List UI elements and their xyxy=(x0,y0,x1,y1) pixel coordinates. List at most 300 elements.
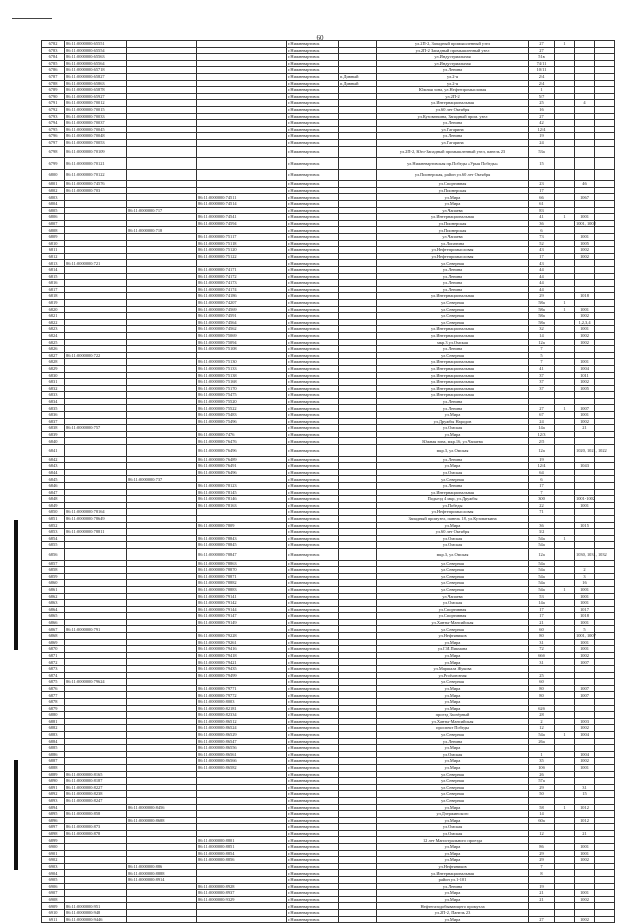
address-cell: ул.Мира xyxy=(377,522,529,529)
table-row xyxy=(42,771,615,778)
table-row xyxy=(42,47,615,54)
settlement-cell xyxy=(339,100,377,107)
premises-cell: 1002 xyxy=(575,339,595,346)
cadastral-number-3: 86:11:0000000:76489 xyxy=(197,456,287,463)
cadastral-number-1 xyxy=(65,267,127,274)
settlement-cell xyxy=(339,910,377,917)
cadastral-number-1 xyxy=(65,764,127,771)
cadastral-number-2 xyxy=(127,280,197,287)
settlement-cell xyxy=(339,187,377,194)
table-row xyxy=(42,146,615,158)
cadastral-number-1 xyxy=(65,489,127,496)
table-row xyxy=(42,659,615,666)
cadastral-number-2 xyxy=(127,666,197,673)
cadastral-number-1 xyxy=(65,652,127,659)
row-number: 6837 xyxy=(42,418,65,425)
cadastral-number-3: 86:11:0000000:75520 xyxy=(197,398,287,405)
note-cell xyxy=(595,41,615,48)
cadastral-number-2 xyxy=(127,844,197,851)
building-cell xyxy=(555,187,575,194)
cadastral-number-3 xyxy=(197,133,287,140)
cadastral-number-3 xyxy=(197,73,287,80)
note-cell xyxy=(595,352,615,359)
cadastral-number-3 xyxy=(197,870,287,877)
premises-cell xyxy=(575,456,595,463)
cadastral-number-3 xyxy=(197,817,287,824)
cadastral-number-2 xyxy=(127,240,197,247)
address-cell: ул.Ханты-Мансийская xyxy=(377,718,529,725)
city-cell: г.Нижневартовск xyxy=(287,234,339,241)
table-row xyxy=(42,346,615,353)
address-cell: ул.Интернациональная xyxy=(377,372,529,379)
city-cell: г.Нижневартовск xyxy=(287,586,339,593)
settlement-cell xyxy=(339,489,377,496)
cadastral-number-1: 86:11:0000000:79624 xyxy=(65,679,127,686)
cadastral-number-3: 86:11:0000000:78882 xyxy=(197,580,287,587)
table-row xyxy=(42,567,615,574)
address-cell: ул.Северная xyxy=(377,306,529,313)
building-cell: 1 xyxy=(555,804,575,811)
table-row xyxy=(42,626,615,633)
cadastral-number-3: 86:11:0000000:74511 xyxy=(197,194,287,201)
building-cell xyxy=(555,764,575,771)
premises-cell: 1001 xyxy=(575,850,595,857)
cadastral-number-1 xyxy=(65,476,127,483)
cadastral-number-3: 86:11:0000000:74186 xyxy=(197,293,287,300)
table-row xyxy=(42,293,615,300)
settlement-cell xyxy=(339,705,377,712)
building-cell xyxy=(555,100,575,107)
cadastral-number-1: 86:11:0000000:703 xyxy=(65,187,127,194)
house-number-cell: 27 xyxy=(529,916,555,923)
cadastral-number-2 xyxy=(127,548,197,560)
table-row xyxy=(42,784,615,791)
city-cell: г.Нижневартовск xyxy=(287,67,339,74)
premises-cell: 1012 xyxy=(575,817,595,824)
cadastral-number-3 xyxy=(197,352,287,359)
cadastral-number-1 xyxy=(65,863,127,870)
row-number: 6867 xyxy=(42,626,65,633)
table-row xyxy=(42,758,615,765)
address-cell: ул.Ленина xyxy=(377,133,529,140)
note-cell xyxy=(595,227,615,234)
premises-cell: 1007 xyxy=(575,405,595,412)
cadastral-number-1 xyxy=(65,600,127,607)
settlement-cell xyxy=(339,339,377,346)
address-cell: проспект Победы xyxy=(377,725,529,732)
city-cell: г.Нижневартовск xyxy=(287,346,339,353)
table-row xyxy=(42,339,615,346)
cadastral-number-2 xyxy=(127,580,197,587)
building-cell xyxy=(555,326,575,333)
cadastral-number-1: 86:11:0000000:78649 xyxy=(65,515,127,522)
table-row xyxy=(42,260,615,267)
house-number-cell: 14а xyxy=(529,425,555,432)
address-cell: ул.Мира xyxy=(377,764,529,771)
building-cell xyxy=(555,619,575,626)
building-cell: 1 xyxy=(555,405,575,412)
premises-cell: 1001 xyxy=(575,502,595,509)
building-cell xyxy=(555,113,575,120)
house-number-cell: 21 xyxy=(529,619,555,626)
city-cell: г.Нижневартовск xyxy=(287,445,339,457)
address-cell: ул.Северная xyxy=(377,573,529,580)
table-row xyxy=(42,425,615,432)
premises-cell: 1030, 1031, 1032 xyxy=(575,548,595,560)
city-cell: г.Нижневартовск xyxy=(287,502,339,509)
cadastral-number-1 xyxy=(65,293,127,300)
cadastral-number-2 xyxy=(127,201,197,208)
cadastral-number-1: 86:11:0000000:8238 xyxy=(65,791,127,798)
building-cell xyxy=(555,412,575,419)
note-cell xyxy=(595,273,615,280)
settlement-cell xyxy=(339,509,377,516)
building-cell xyxy=(555,54,575,61)
address-cell: ул.Ленина xyxy=(377,398,529,405)
premises-cell xyxy=(575,169,595,181)
cadastral-number-2 xyxy=(127,560,197,567)
note-cell xyxy=(595,87,615,94)
address-cell: ул.Ленина xyxy=(377,405,529,412)
premises-cell: 1004 xyxy=(575,365,595,372)
cadastral-number-3: 86:11:0000000:82181 xyxy=(197,705,287,712)
cadastral-number-2 xyxy=(127,896,197,903)
building-cell xyxy=(555,253,575,260)
address-cell: ул.Ленина xyxy=(377,483,529,490)
city-cell: г.Нижневартовск xyxy=(287,863,339,870)
cadastral-number-3: 86:11:0000000:7476 xyxy=(197,431,287,438)
address-cell: ул.Северная xyxy=(377,476,529,483)
cadastral-number-1 xyxy=(65,201,127,208)
building-cell xyxy=(555,830,575,837)
address-cell: ул.Ханты-Мансийская xyxy=(377,619,529,626)
city-cell: г.Нижневартовск xyxy=(287,699,339,706)
building-cell xyxy=(555,679,575,686)
house-number-cell: 29 xyxy=(529,784,555,791)
settlement-cell xyxy=(339,352,377,359)
house-number-cell: 8 xyxy=(529,870,555,877)
house-number-cell: 80 xyxy=(529,692,555,699)
cadastral-number-3: 86:11:0000000:8928 xyxy=(197,883,287,890)
building-cell xyxy=(555,870,575,877)
building-cell xyxy=(555,529,575,536)
city-cell: г.Нижневартовск xyxy=(287,771,339,778)
building-cell xyxy=(555,60,575,67)
cadastral-number-3 xyxy=(197,93,287,100)
house-number-cell: 14 xyxy=(529,332,555,339)
cadastral-number-1 xyxy=(65,372,127,379)
premises-cell: 1012 xyxy=(575,804,595,811)
address-cell: ул.Гагарина xyxy=(377,139,529,146)
building-cell xyxy=(555,692,575,699)
address-cell: ул.Северная xyxy=(377,260,529,267)
table-row xyxy=(42,405,615,412)
cadastral-number-2 xyxy=(127,267,197,274)
settlement-cell xyxy=(339,751,377,758)
settlement-cell xyxy=(339,850,377,857)
cadastral-number-3 xyxy=(197,804,287,811)
table-row xyxy=(42,850,615,857)
cadastral-number-1 xyxy=(65,542,127,549)
note-cell xyxy=(595,425,615,432)
city-cell: г.Нижневартовск xyxy=(287,896,339,903)
row-number: 6835 xyxy=(42,405,65,412)
city-cell: г.Нижневартовск xyxy=(287,405,339,412)
cadastral-number-2 xyxy=(127,332,197,339)
table-row xyxy=(42,692,615,699)
building-cell xyxy=(555,139,575,146)
table-row xyxy=(42,227,615,234)
cadastral-number-3: 86:11:0000000:79416 xyxy=(197,646,287,653)
address-cell: ул.Интернациональная xyxy=(377,365,529,372)
cadastral-number-3: 86:11:0000000:78883 xyxy=(197,586,287,593)
cadastral-number-1 xyxy=(65,745,127,752)
table-row xyxy=(42,476,615,483)
table-row xyxy=(42,751,615,758)
address-cell: ул.Северная xyxy=(377,319,529,326)
note-cell xyxy=(595,346,615,353)
cadastral-number-1: 86:11:0000000:8165 xyxy=(65,771,127,778)
building-cell: 1 xyxy=(555,731,575,738)
city-cell: г.Нижневартовск xyxy=(287,456,339,463)
premises-cell xyxy=(575,87,595,94)
cadastral-number-3: 86:11:0000000:75130 xyxy=(197,359,287,366)
table-row xyxy=(42,54,615,61)
building-cell xyxy=(555,346,575,353)
row-number: 6804 xyxy=(42,201,65,208)
house-number-cell: 37 xyxy=(529,385,555,392)
address-cell: ул.Омская xyxy=(377,600,529,607)
row-number: 6859 xyxy=(42,573,65,580)
building-cell xyxy=(555,425,575,432)
premises-cell xyxy=(575,469,595,476)
building-cell xyxy=(555,359,575,366)
row-number: 6870 xyxy=(42,646,65,653)
premises-cell: 1,2,3,4 xyxy=(575,319,595,326)
city-cell: г.Нижневартовск xyxy=(287,326,339,333)
table-row xyxy=(42,903,615,910)
cadastral-number-3 xyxy=(197,260,287,267)
address-cell: мкр.3, ул.Омская xyxy=(377,548,529,560)
table-row xyxy=(42,385,615,392)
city-cell: г.Нижневартовск xyxy=(287,80,339,87)
table-row xyxy=(42,398,615,405)
row-number: 6814 xyxy=(42,267,65,274)
table-row xyxy=(42,685,615,692)
premises-cell xyxy=(575,93,595,100)
table-row xyxy=(42,280,615,287)
cadastral-number-3 xyxy=(197,771,287,778)
note-cell xyxy=(595,299,615,306)
cadastral-number-1 xyxy=(65,214,127,221)
cadastral-number-1 xyxy=(65,253,127,260)
premises-cell xyxy=(575,560,595,567)
cadastral-number-2 xyxy=(127,418,197,425)
cadastral-number-3: 86:11:0000000:78845 xyxy=(197,542,287,549)
cadastral-number-3: 86:11:0000000:74514 xyxy=(197,201,287,208)
cadastral-number-1 xyxy=(65,463,127,470)
address-cell: ул.Мира xyxy=(377,201,529,208)
note-cell xyxy=(595,600,615,607)
cadastral-number-3: 86:11:0000000:75168 xyxy=(197,379,287,386)
address-cell: ул.2-я xyxy=(377,73,529,80)
house-number-cell: 28 xyxy=(529,712,555,719)
note-cell xyxy=(595,201,615,208)
address-cell: ул.Ленина xyxy=(377,456,529,463)
table-row xyxy=(42,804,615,811)
settlement-cell xyxy=(339,365,377,372)
settlement-cell xyxy=(339,469,377,476)
settlement-cell xyxy=(339,502,377,509)
cadastral-number-2 xyxy=(127,679,197,686)
premises-cell: 1001 xyxy=(575,639,595,646)
premises-cell xyxy=(575,483,595,490)
house-number-cell: 29 xyxy=(529,293,555,300)
row-number: 6910 xyxy=(42,910,65,917)
address-cell: Западный промузел, панель 18, ул.Кузоваткина xyxy=(377,515,529,522)
note-cell xyxy=(595,80,615,87)
premises-cell xyxy=(575,73,595,80)
row-number: 6810 xyxy=(42,240,65,247)
building-cell xyxy=(555,227,575,234)
row-number: 6893 xyxy=(42,797,65,804)
cadastral-number-2 xyxy=(127,573,197,580)
table-row xyxy=(42,791,615,798)
table-row xyxy=(42,489,615,496)
cadastral-number-2 xyxy=(127,299,197,306)
note-cell xyxy=(595,804,615,811)
building-cell xyxy=(555,672,575,679)
premises-cell xyxy=(575,903,595,910)
cadastral-number-2: 86:11:0000000:717 xyxy=(127,207,197,214)
note-cell xyxy=(595,93,615,100)
address-cell: ул.Мира xyxy=(377,916,529,923)
address-cell: ул.Мира xyxy=(377,857,529,864)
table-row xyxy=(42,672,615,679)
cadastral-number-1 xyxy=(65,606,127,613)
note-cell xyxy=(595,113,615,120)
cadastral-number-3 xyxy=(197,791,287,798)
premises-cell xyxy=(575,883,595,890)
house-number-cell xyxy=(529,699,555,706)
note-cell xyxy=(595,267,615,274)
house-number-cell: 2/5 xyxy=(529,438,555,445)
note-cell xyxy=(595,365,615,372)
cadastral-number-2 xyxy=(127,797,197,804)
settlement-cell xyxy=(339,194,377,201)
table-row xyxy=(42,67,615,74)
house-number-cell: 80 xyxy=(529,685,555,692)
row-number: 6875 xyxy=(42,679,65,686)
building-cell xyxy=(555,522,575,529)
note-cell xyxy=(595,692,615,699)
note-cell xyxy=(595,483,615,490)
cadastral-number-2 xyxy=(127,158,197,170)
note-cell xyxy=(595,293,615,300)
table-row xyxy=(42,181,615,188)
cadastral-number-1 xyxy=(65,385,127,392)
note-cell xyxy=(595,67,615,74)
note-cell xyxy=(595,412,615,419)
premises-cell: 1001 xyxy=(575,234,595,241)
cadastral-number-3: 86:11:0000000:75138 xyxy=(197,372,287,379)
cadastral-number-2 xyxy=(127,438,197,445)
cadastral-number-3: 86:11:0000000:75117 xyxy=(197,234,287,241)
city-cell: г.Нижневартовск xyxy=(287,181,339,188)
settlement-cell xyxy=(339,522,377,529)
city-cell: г.Нижневартовск xyxy=(287,496,339,503)
cadastral-number-2 xyxy=(127,857,197,864)
settlement-cell xyxy=(339,784,377,791)
city-cell: г.Нижневартовск xyxy=(287,606,339,613)
building-cell xyxy=(555,365,575,372)
table-row xyxy=(42,542,615,549)
settlement-cell xyxy=(339,431,377,438)
cadastral-number-3: 86:11:0000000:8003 xyxy=(197,699,287,706)
building-cell xyxy=(555,560,575,567)
premises-cell xyxy=(575,811,595,818)
house-number-cell: 64 xyxy=(529,469,555,476)
house-number-cell xyxy=(529,398,555,405)
house-number-cell xyxy=(529,797,555,804)
house-number-cell: 12а xyxy=(529,548,555,560)
city-cell: г.Нижневартовск xyxy=(287,613,339,620)
house-number-cell: 44 xyxy=(529,286,555,293)
address-cell: ул.Чапаева xyxy=(377,234,529,241)
building-cell xyxy=(555,502,575,509)
settlement-cell xyxy=(339,515,377,522)
row-number: 6840 xyxy=(42,438,65,445)
building-cell xyxy=(555,352,575,359)
building-cell xyxy=(555,332,575,339)
cadastral-number-3: 86:11:0000000:75122 xyxy=(197,253,287,260)
cadastral-number-2 xyxy=(127,106,197,113)
row-number: 6897 xyxy=(42,824,65,831)
building-cell xyxy=(555,483,575,490)
table-row xyxy=(42,863,615,870)
note-cell xyxy=(595,418,615,425)
premises-cell xyxy=(575,699,595,706)
table-row xyxy=(42,431,615,438)
building-cell xyxy=(555,509,575,516)
house-number-cell: 58а xyxy=(529,313,555,320)
building-cell xyxy=(555,319,575,326)
table-row xyxy=(42,844,615,851)
city-cell: г.Нижневартовск xyxy=(287,469,339,476)
table-row xyxy=(42,326,615,333)
premises-cell: 1001 xyxy=(575,619,595,626)
address-cell: ул.Ленина xyxy=(377,120,529,127)
cadastral-number-2 xyxy=(127,425,197,432)
table-row xyxy=(42,778,615,785)
house-number-cell: 26 xyxy=(529,771,555,778)
city-cell: г.Нижневартовск xyxy=(287,548,339,560)
premises-cell: 46 xyxy=(575,181,595,188)
city-cell: г.Нижневартовск xyxy=(287,352,339,359)
row-number: 6883 xyxy=(42,731,65,738)
premises-cell xyxy=(575,207,595,214)
house-number-cell xyxy=(529,515,555,522)
note-cell xyxy=(595,476,615,483)
cadastral-number-3 xyxy=(197,811,287,818)
city-cell: г.Нижневартовск xyxy=(287,87,339,94)
table-row xyxy=(42,392,615,399)
settlement-cell xyxy=(339,725,377,732)
note-cell xyxy=(595,890,615,897)
cadastral-number-1 xyxy=(65,613,127,620)
note-cell xyxy=(595,771,615,778)
house-number-cell: 31 xyxy=(529,659,555,666)
